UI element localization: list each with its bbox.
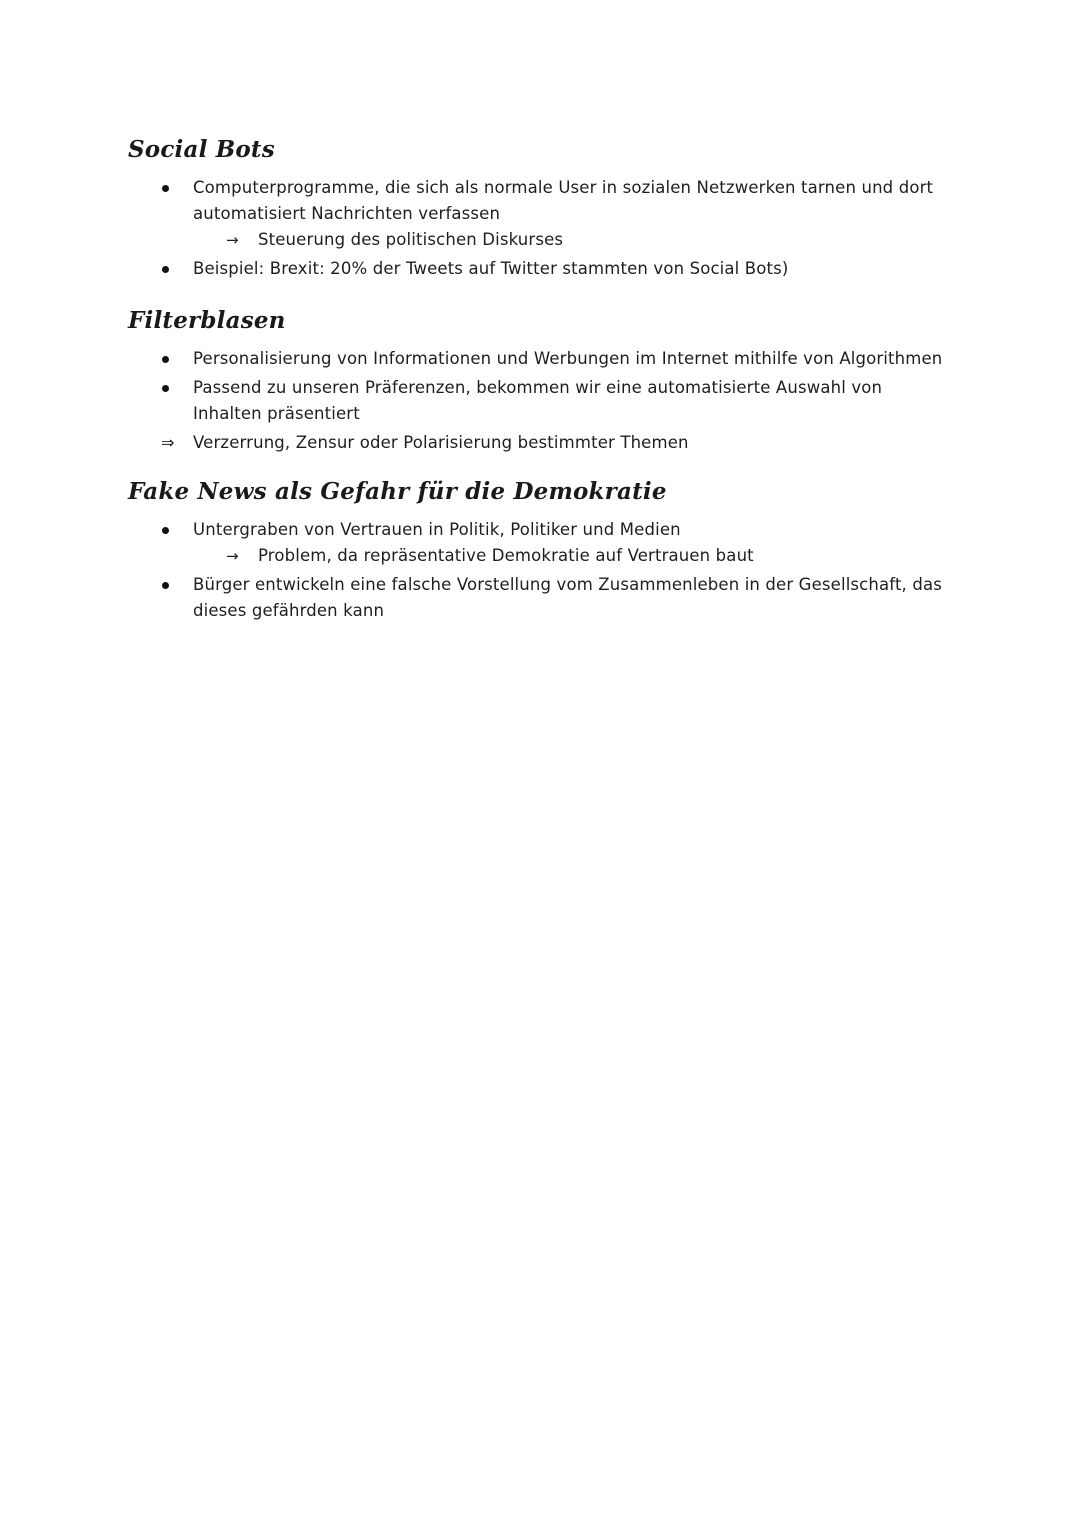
section-heading: Social Bots (128, 136, 275, 163)
list-item-text: Untergraben von Vertrauen in Politik, Politiker und Medien (193, 520, 681, 539)
section-heading: Filterblasen (128, 307, 286, 334)
section-heading: Fake News als Gefahr für die Demokratie (128, 478, 667, 505)
arrow-item (128, 543, 988, 569)
list-item-text: Passend zu unseren Präferenzen, bekommen wir eine automatisierte Auswahl von (193, 378, 883, 397)
list-item-text: Personalisierung von Informationen und Werbungen im Internet mithilfe von Algorithmen (193, 349, 943, 368)
conclusion-item (128, 430, 988, 456)
list-item-text: dieses gefährden kann (193, 601, 385, 620)
list-item-text: automatisiert Nachrichten verfassen (193, 204, 501, 223)
list-item-text: Beispiel: Brexit: 20% der Tweets auf Twitter stammten von Social Bots) (193, 259, 789, 278)
arrow-right-icon: → (226, 547, 239, 565)
bullet-icon (162, 582, 169, 589)
list-item-continuation (128, 401, 988, 427)
list-item (128, 256, 988, 282)
bullet-icon (162, 266, 169, 273)
list-item (128, 175, 988, 201)
list-item (128, 572, 988, 598)
bullet-icon (162, 527, 169, 534)
section-fake-news (128, 478, 988, 624)
list-item (128, 375, 988, 401)
list-item-text: Inhalten präsentiert (193, 404, 360, 423)
list-item-continuation (128, 201, 988, 227)
conclusion-text: Verzerrung, Zensur oder Polarisierung bestimmter Themen (193, 433, 689, 452)
bullet-icon (162, 185, 169, 192)
bullet-icon (162, 356, 169, 363)
list-item-text: Bürger entwickeln eine falsche Vorstellung vom Zusammenleben in der Gesellschaft, das (193, 575, 942, 594)
list-item (128, 517, 988, 543)
section-filterblasen (128, 307, 988, 456)
list-item-continuation (128, 598, 988, 624)
bullet-icon (162, 385, 169, 392)
list-item (128, 346, 988, 372)
arrow-right-icon: → (226, 231, 239, 249)
arrow-item-text: Steuerung des politischen Diskurses (258, 230, 564, 249)
section-social-bots (128, 136, 988, 282)
double-arrow-right-icon: ⇒ (161, 433, 175, 452)
arrow-item-text: Problem, da repräsentative Demokratie auf Vertrauen baut (258, 546, 754, 565)
arrow-item (128, 227, 988, 253)
list-item-text: Computerprogramme, die sich als normale User in sozialen Netzwerken tarnen und dort (193, 178, 934, 197)
